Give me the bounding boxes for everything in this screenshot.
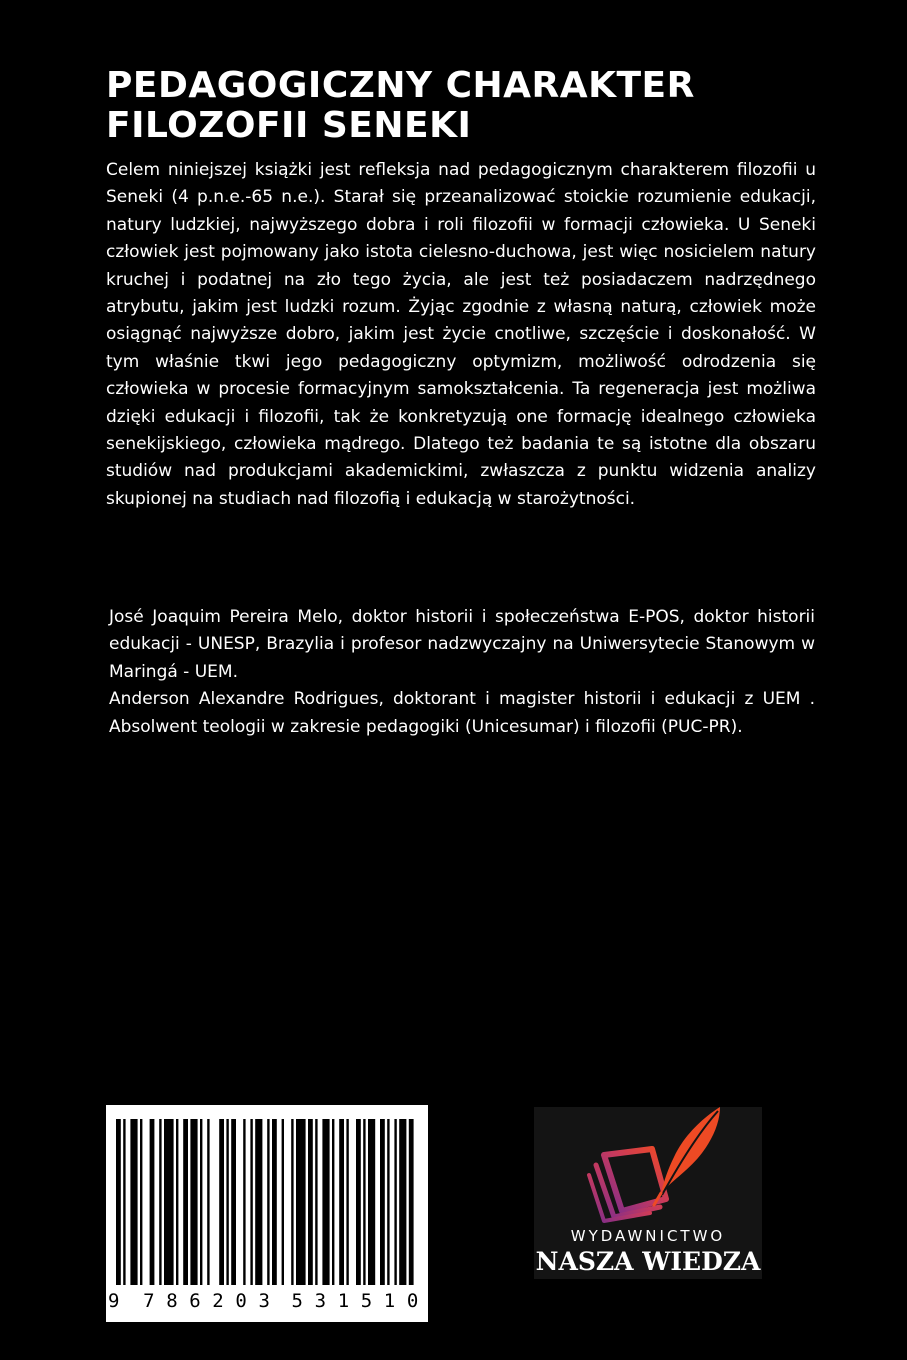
barcode-digit: 3 [314,1290,327,1312]
barcode-bar [394,1119,396,1285]
barcode-bar [140,1119,142,1285]
barcode-bar [409,1119,414,1285]
barcode-bar [346,1119,348,1285]
barcode-bar [207,1119,209,1285]
barcode-digit: 8 [166,1290,178,1312]
barcode-bar [116,1119,121,1285]
publisher-logo [534,1107,762,1279]
barcode-bar [176,1119,178,1285]
author-bio-1: José Joaquim Pereira Melo, doktor historii i społeczeństwa E-POS, doktor historii edukacji - UNESP, Brazylia i profesor nadzwyczajny na Uniwersytecie Stanowym w Maringá - UEM. [109,607,815,682]
barcode-bar [250,1119,252,1285]
barcode-bar [363,1119,365,1285]
barcode-bar [296,1119,306,1285]
barcode-digit: 0 [406,1290,419,1312]
publisher-name: NASZA WIEDZA [535,1247,761,1276]
barcode-digit: 7 [143,1290,155,1312]
barcode-bar [387,1119,389,1285]
book-title [106,66,826,146]
barcode-bar [130,1119,137,1285]
barcode-bar [267,1119,269,1285]
book-feather-icon [534,1107,762,1227]
barcode-bar [150,1119,155,1285]
book-title-line-2: FILOZOFII SENEKI [106,105,472,146]
barcode-bar [243,1119,245,1285]
barcode-bar [315,1119,317,1285]
barcode-bar [332,1119,334,1285]
isbn-barcode [106,1105,428,1322]
barcode-bar [399,1119,406,1285]
barcode-digit: 3 [258,1290,270,1312]
barcode-bar [123,1119,125,1285]
barcode-number [106,1281,428,1321]
publisher-label: WYDAWNICTWO [570,1227,726,1245]
barcode-digit: 9 [108,1290,120,1312]
barcode-bar [183,1119,188,1285]
barcode-digit: 5 [360,1290,373,1312]
book-description: Celem niniejszej książki jest refleksja nad pedagogicznym charakterem filozofii u Seneki (4 p.n.e.-65 n.e.). Starał się przeanalizować stoickie rozumienie edukacji, natury ludzkiej, najwyższego dobra i roli filozofii w formacji człowieka. U Seneki człowiek jest pojmowany jako istota cielesno-duchowa, jest więc nosicielem natury kruchej i podatnej na zło tego życia, ale jest też posiadaczem nadrzędnego atrybutu, jakim jest ludzki rozum. Żyjąc zgodnie z własną naturą, człowiek może osiągnąć najwyższe dobro, jakim jest życie cnotliwe, szczęście i doskonałość. W tym właśnie tkwi jego pedagogiczny optymizm, możliwość odrodzenia się człowieka w procesie formacyjnym samokształcenia. Ta regeneracja jest możliwa dzięki edukacji i filozofii, tak że konkretyzują one formację idealnego człowieka senekijskiego, człowieka mądrego. Dlatego też badania te są istotne dla obszaru studiów nad produkcjami akademickimi, zwłaszcza z punktu widzenia analizy skupionej na studiach nad filozofią i edukacją w starożytności. [106,160,816,509]
barcode-bar [200,1119,202,1285]
barcode-bar [282,1119,284,1285]
book-title-line-1: PEDAGOGICZNY CHARAKTER [106,65,695,106]
barcode-bar [231,1119,236,1285]
barcode-bar [272,1119,277,1285]
barcode-bar [356,1119,361,1285]
barcode-bar [380,1119,385,1285]
author-bios [109,604,815,741]
barcode-bar [219,1119,224,1285]
barcode-bar [226,1119,228,1285]
barcode-bar [159,1119,161,1285]
barcode-bar [164,1119,174,1285]
barcode-digit: 0 [235,1290,247,1312]
barcode-digit: 1 [383,1290,396,1312]
barcode-bar [291,1119,293,1285]
barcode-digit: 2 [212,1290,224,1312]
barcode-bar [190,1119,197,1285]
barcode-digit: 6 [189,1290,201,1312]
barcode-bar [339,1119,344,1285]
author-bio-2: Anderson Alexandre Rodrigues, doktorant i magister historii i edukacji z UEM . Absolwent teologii w zakresie pedagogiki (Unicesumar) i filozofii (PUC-PR). [109,689,815,737]
barcode-digit: 5 [291,1290,303,1312]
barcode-bar [322,1119,329,1285]
barcode-bar [368,1119,375,1285]
barcode-digit: 1 [337,1290,350,1312]
barcode-bar [308,1119,313,1285]
barcode-bar [255,1119,262,1285]
